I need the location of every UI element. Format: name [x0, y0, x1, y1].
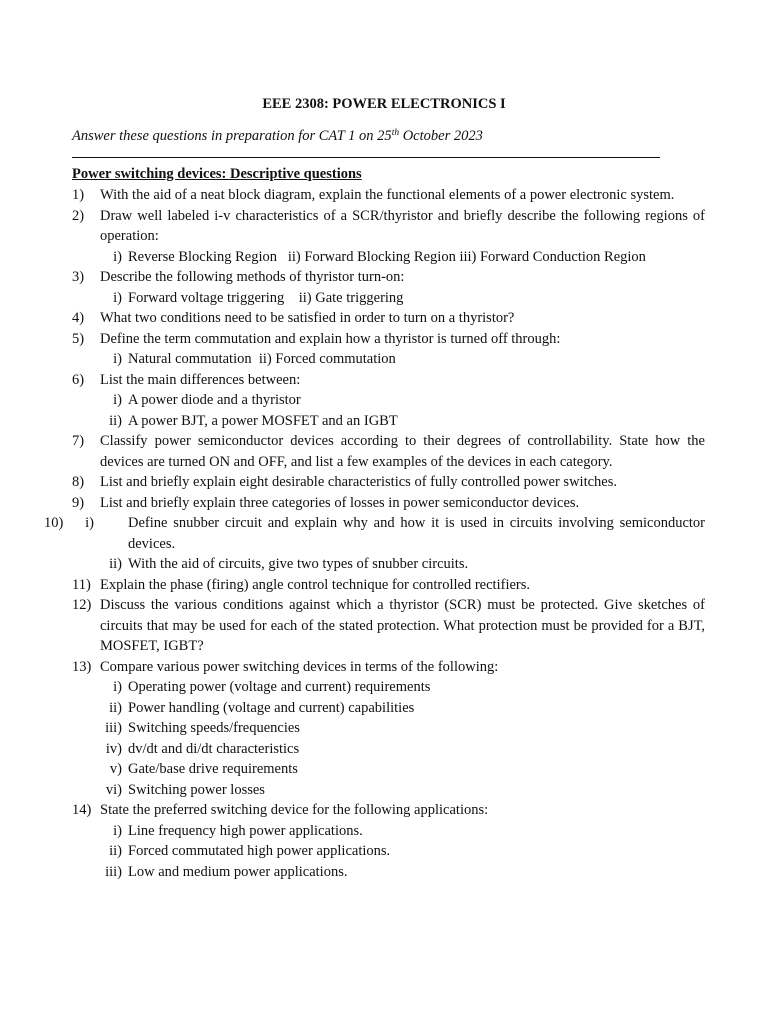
question-item	[72, 370, 705, 391]
question-number: 9)	[72, 494, 85, 511]
sub-question-text: dv/dt and di/dt characteristics	[128, 740, 300, 757]
question-text: With the aid of a neat block diagram, explain the functional elements of a power electronic system.	[100, 187, 675, 203]
sub-question-text: Forward voltage triggering ii) Gate triggering	[128, 289, 404, 306]
sub-question-number: iii)	[105, 863, 122, 880]
sub-question-number: i)	[113, 822, 122, 839]
sub-question-item	[72, 698, 705, 719]
sub-question-number: i)	[113, 289, 122, 306]
sub-question-text: Low and medium power applications.	[128, 863, 348, 880]
sub-question-number: i)	[113, 679, 122, 695]
question-text: What two conditions need to be satisfied in order to turn on a thyristor?	[100, 310, 515, 326]
sub-question-number: vi)	[105, 781, 122, 798]
sub-question-text: Power handling (voltage and current) capabilities	[128, 699, 415, 716]
sub-question-text: Gate/base drive requirements	[128, 761, 298, 777]
sub-question-number: iv)	[105, 740, 122, 757]
sub-question-text: Line frequency high power applications.	[128, 822, 363, 839]
sub-question-text: Reverse Blocking Region ii) Forward Blocking Region iii) Forward Conduction Region	[128, 248, 646, 265]
sub-question-text: A power diode and a thyristor	[128, 392, 301, 408]
sub-question-text: Operating power (voltage and current) requirements	[128, 679, 431, 695]
sub-question-item	[72, 677, 705, 698]
sub-question-item	[72, 759, 705, 780]
sub-question-number: i)	[85, 515, 94, 531]
sub-question-item	[72, 554, 705, 575]
subtitle-text-end: October 2023	[399, 128, 483, 144]
question-item	[72, 657, 705, 678]
sub-question-item	[72, 862, 705, 883]
sub-question-item	[72, 841, 705, 862]
question-text: Discuss the various conditions against which a thyristor (SCR) must be protected. Give sketches of circuits that may be used for each of the stated protection. What protection must be provided for a BJT, MOSFET, IGBT?	[100, 597, 705, 654]
question-item	[44, 513, 705, 554]
question-number: 1)	[72, 187, 85, 203]
question-number: 3)	[72, 269, 85, 285]
subtitle-superscript: th	[391, 128, 400, 138]
sub-question-item	[72, 821, 705, 842]
question-item	[72, 595, 705, 657]
sub-question-number: ii)	[109, 699, 122, 716]
sub-question-number: ii)	[109, 556, 122, 572]
sub-question-text: Define snubber circuit and explain why and how it is used in circuits involving semiconductor devices.	[128, 515, 705, 552]
question-text: Describe the following methods of thyristor turn-on:	[100, 269, 405, 285]
question-item	[72, 800, 705, 821]
sub-question-text: A power BJT, a power MOSFET and an IGBT	[128, 412, 398, 429]
document-subtitle	[72, 126, 483, 147]
question-item	[72, 431, 705, 472]
question-number: 11)	[72, 576, 91, 593]
question-number: 4)	[72, 310, 85, 326]
sub-question-item	[72, 288, 705, 309]
question-number: 2)	[72, 207, 85, 224]
question-text: Define the term commutation and explain how a thyristor is turned off through:	[100, 330, 561, 347]
question-item	[72, 267, 705, 288]
question-item	[72, 472, 705, 493]
question-text: List and briefly explain three categories of losses in power semiconductor devices.	[100, 494, 580, 511]
sub-question-text: Switching speeds/frequencies	[128, 720, 300, 736]
question-text: State the preferred switching device for the following applications:	[100, 802, 489, 818]
question-number: 5)	[72, 330, 85, 347]
question-text: Classify power semiconductor devices according to their degrees of controllability. State how the devices are turned ON and OFF, and list a few examples of the devices in each category.	[100, 433, 705, 470]
question-text: List and briefly explain eight desirable characteristics of fully controlled power switches.	[100, 474, 617, 490]
question-item	[72, 493, 705, 514]
sub-question-number: i)	[113, 248, 122, 265]
sub-question-item	[72, 247, 705, 268]
sub-question-item	[72, 390, 705, 411]
sub-question-text: Forced commutated high power applications.	[128, 843, 391, 859]
question-number: 6)	[72, 371, 85, 388]
question-item	[72, 575, 705, 596]
sub-question-item	[72, 780, 705, 801]
subtitle-text: Answer these questions in preparation for CAT 1 on 25	[72, 128, 392, 144]
sub-question-item	[72, 411, 705, 432]
sub-question-text: Natural commutation ii) Forced commutation	[128, 351, 396, 367]
question-text: Draw well labeled i-v characteristics of a SCR/thyristor and briefly describe the following regions of operation:	[100, 207, 705, 244]
question-number: 7)	[72, 433, 85, 449]
sub-question-number: ii)	[109, 412, 122, 429]
question-number: 10)	[44, 515, 64, 531]
sub-question-text: With the aid of circuits, give two types of snubber circuits.	[128, 556, 469, 572]
sub-question-number: v)	[109, 761, 122, 777]
sub-question-text: Switching power losses	[128, 781, 265, 798]
question-list	[44, 185, 705, 882]
sub-question-number: i)	[113, 351, 122, 367]
question-number: 12)	[72, 597, 92, 613]
sub-question-item	[72, 739, 705, 760]
question-item	[72, 308, 705, 329]
question-number: 8)	[72, 474, 85, 490]
sub-question-number: ii)	[109, 843, 122, 859]
sub-question-item	[72, 718, 705, 739]
question-item	[72, 185, 705, 206]
question-item	[72, 206, 705, 247]
section-heading: Power switching devices: Descriptive questions	[72, 166, 362, 182]
question-number: 13)	[72, 658, 92, 675]
question-text: List the main differences between:	[100, 371, 301, 388]
sub-question-number: iii)	[105, 720, 122, 736]
question-item	[72, 329, 705, 350]
document-title: EEE 2308: POWER ELECTRONICS I	[262, 96, 506, 112]
sub-question-item	[72, 349, 705, 370]
question-text: Explain the phase (firing) angle control technique for controlled rectifiers.	[100, 576, 531, 593]
sub-question-number: i)	[113, 392, 122, 408]
question-number: 14)	[72, 802, 92, 818]
question-text: Compare various power switching devices in terms of the following:	[100, 658, 499, 675]
horizontal-rule	[72, 157, 660, 158]
